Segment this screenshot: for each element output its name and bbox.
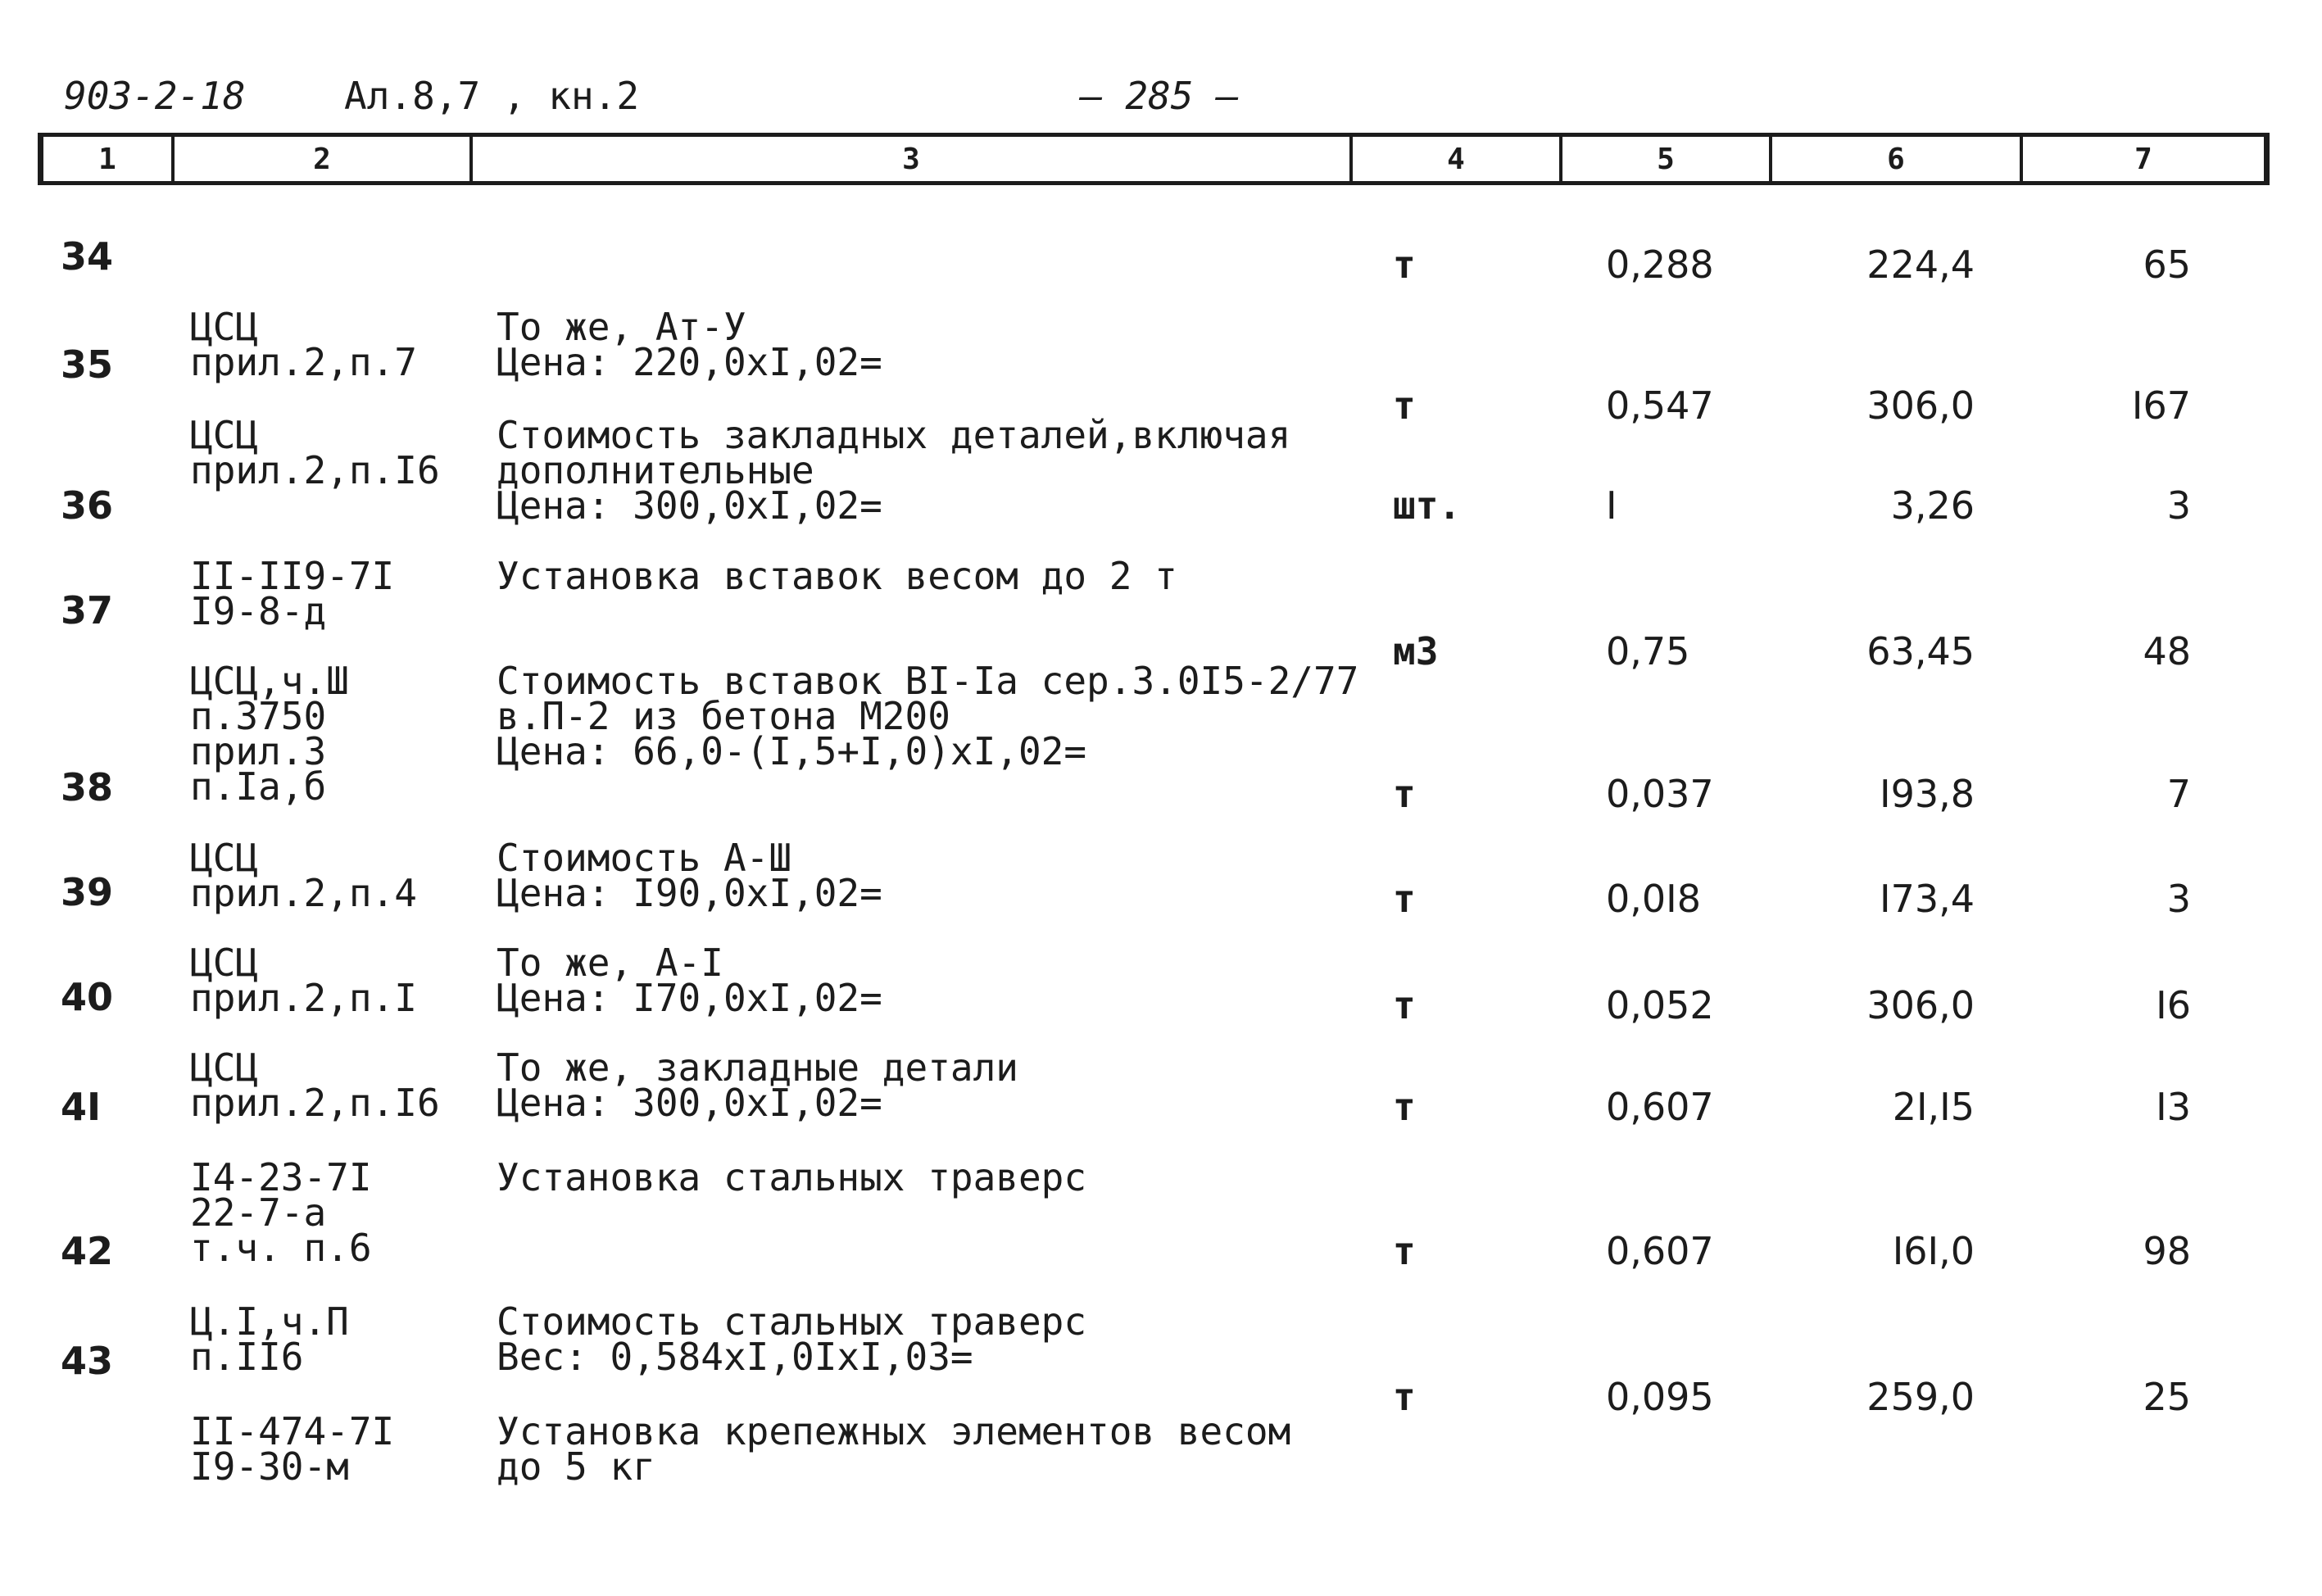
row-number: 42 xyxy=(61,1229,114,1273)
unit: т xyxy=(1393,772,1416,816)
document-code: 903-2-18 xyxy=(64,74,246,118)
unit: м3 xyxy=(1393,629,1439,673)
quantity: 0,607 xyxy=(1606,1085,1714,1129)
work-description: Установка вставок весом до 2 т xyxy=(497,554,1177,598)
row-number: 34 xyxy=(61,234,114,279)
norm-reference: I4-23-7I 22-7-а т.ч. п.6 xyxy=(190,1155,372,1270)
column-header-row xyxy=(38,133,2270,185)
unit-price: I6I,0 xyxy=(1892,1229,1975,1273)
total-cost: 3 xyxy=(2166,483,2191,528)
norm-reference: ЦСЦ прил.2,п.I xyxy=(190,941,417,1020)
total-cost: 48 xyxy=(2143,629,2191,673)
row-number: 4I xyxy=(61,1085,102,1129)
unit: т xyxy=(1393,983,1416,1027)
unit-price: 63,45 xyxy=(1866,629,1975,673)
total-cost: 65 xyxy=(2143,243,2191,287)
unit-price: 3,26 xyxy=(1890,483,1975,528)
total-cost: I67 xyxy=(2131,383,2191,428)
page-number: — 285 — xyxy=(1080,74,1239,118)
work-description: Стоимость вставок BI-Iа сер.3.0I5-2/77 в.П-2 из бетона М200 Цена: 66,0-(I,5+I,0)хI,02= xyxy=(497,659,1359,773)
unit-price: 306,0 xyxy=(1866,983,1975,1027)
quantity: 0,052 xyxy=(1606,983,1714,1027)
row-number: 38 xyxy=(61,765,114,809)
column-header-6: 6 xyxy=(1772,137,2023,181)
unit-price: 2I,I5 xyxy=(1892,1085,1975,1129)
column-header-5: 5 xyxy=(1562,137,1772,181)
quantity: 0,0I8 xyxy=(1606,877,1701,921)
row-number: 43 xyxy=(61,1339,114,1383)
quantity: 0,288 xyxy=(1606,243,1714,287)
total-cost: 25 xyxy=(2143,1375,2191,1419)
row-number: 40 xyxy=(61,975,114,1019)
norm-reference: ЦСЦ прил.2,п.I6 xyxy=(190,413,440,492)
unit: т xyxy=(1393,877,1416,921)
row-number: 39 xyxy=(61,870,114,914)
unit: т xyxy=(1393,1375,1416,1419)
quantity: 0,547 xyxy=(1606,383,1714,428)
work-description: Стоимость закладных деталей,включая дополнительные Цена: 300,0хI,02= xyxy=(497,413,1291,528)
norm-reference: ЦСЦ прил.2,п.7 xyxy=(190,305,417,384)
norm-reference: ЦСЦ,ч.Ш п.3750 прил.3 п.Iа,б xyxy=(190,659,349,809)
work-description: Установка крепежных элементов весом до 5 кг xyxy=(497,1409,1291,1489)
quantity: I xyxy=(1606,483,1617,528)
norm-reference: ЦСЦ прил.2,п.I6 xyxy=(190,1045,440,1125)
norm-reference: Ц.I,ч.П п.II6 xyxy=(190,1299,349,1379)
work-description: Стоимость А-Ш Цена: I90,0хI,02= xyxy=(497,836,882,915)
unit-price: I73,4 xyxy=(1880,877,1975,921)
row-number: 37 xyxy=(61,588,114,633)
column-header-7: 7 xyxy=(2134,142,2152,176)
album-reference: Ал.8,7 , кн.2 xyxy=(344,74,640,118)
unit-price: 306,0 xyxy=(1866,383,1975,428)
norm-reference: II-474-7I I9-30-м xyxy=(190,1409,395,1489)
norm-reference: II-II9-7I I9-8-д xyxy=(190,554,395,633)
total-cost: I3 xyxy=(2156,1085,2191,1129)
unit: т xyxy=(1393,1229,1416,1273)
quantity: 0,75 xyxy=(1606,629,1690,673)
quantity: 0,095 xyxy=(1606,1375,1714,1419)
work-description: То же, закладные детали Цена: 300,0хI,02= xyxy=(497,1045,1018,1125)
work-description: Стоимость стальных траверс Вес: 0,584хI,0IхI,03= xyxy=(497,1299,1087,1379)
unit: т xyxy=(1393,383,1416,428)
quantity: 0,607 xyxy=(1606,1229,1714,1273)
column-header-2: 2 xyxy=(175,137,473,181)
unit-price: I93,8 xyxy=(1880,772,1975,816)
total-cost: 7 xyxy=(2166,772,2191,816)
row-number: 35 xyxy=(61,342,114,387)
unit: шт. xyxy=(1393,483,1462,528)
quantity: 0,037 xyxy=(1606,772,1714,816)
row-number: 36 xyxy=(61,483,114,528)
unit-price: 259,0 xyxy=(1866,1375,1975,1419)
work-description: Установка стальных траверс xyxy=(497,1155,1087,1199)
unit-price: 224,4 xyxy=(1866,243,1975,287)
work-description: То же, Ат-У Цена: 220,0хI,02= xyxy=(497,305,882,384)
total-cost: 3 xyxy=(2166,877,2191,921)
norm-reference: ЦСЦ прил.2,п.4 xyxy=(190,836,417,915)
total-cost: I6 xyxy=(2156,983,2191,1027)
column-header-3: 3 xyxy=(473,137,1353,181)
unit: т xyxy=(1393,243,1416,287)
total-cost: 98 xyxy=(2143,1229,2191,1273)
column-header-4: 4 xyxy=(1353,137,1562,181)
column-header-1: 1 xyxy=(43,137,175,181)
unit: т xyxy=(1393,1085,1416,1129)
work-description: То же, А-I Цена: I70,0хI,02= xyxy=(497,941,882,1020)
